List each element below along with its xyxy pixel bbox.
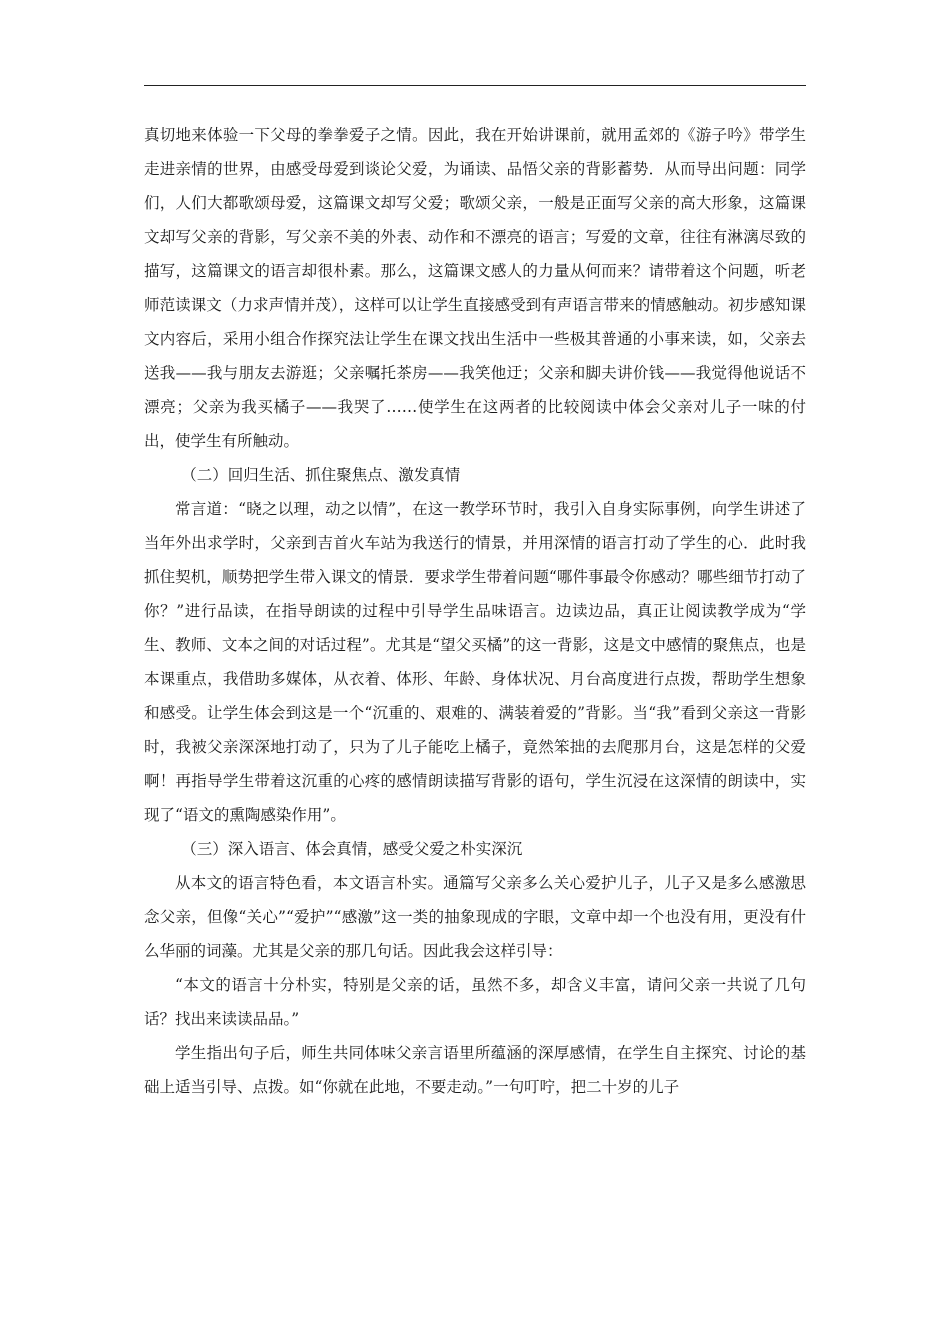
paragraph-quote: “本文的语言十分朴实，特别是父亲的话，虽然不多，却含义丰富，请问父亲一共说了几句话？找出来读读品品。” <box>144 976 806 1028</box>
paragraph-section-2: 常言道：“晓之以理，动之以情”，在这一教学环节时，我引入自身实际事例，向学生讲述了当年外出求学时，父亲到吉首火车站为我送行的情景，并用深情的语言打动了学生的心．此时我抓住契机，顺势把学生带入课文的情景．要求学生带着问题“哪件事最令你感动？哪些细节打动了你？”进行品读，在指导朗读的过程中引导学生品味语言。边读边品，真正让阅读教学成为“学生、教师、文本之间的对话过程”。尤其是“望父买橘”的这一背影，这是文中感情的聚焦点，也是本课重点，我借助多媒体，从衣着、体形、年龄、身体状况、月台高度进行点拨，帮助学生想象和感受。让学生体会到这是一个“沉重的、艰难的、满装着爱的”背影。当“我”看到父亲这一背影时，我被父亲深深地打动了，只为了儿子能吃上橘子，竟然笨拙的去爬那月台，这是怎样的父爱啊！再指导学生带着这沉重的心疼的感情朗读描写背影的语句，学生沉浸在这深情的朗读中，实现了“语文的熏陶感染作用”。 <box>144 500 806 824</box>
section-heading-2: （二）回归生活、抓住聚焦点、激发真情 <box>181 466 461 484</box>
document-body <box>144 118 806 1104</box>
section-heading-3: （三）深入语言、体会真情，感受父爱之朴实深沉 <box>181 840 523 858</box>
paragraph-section-3: 从本文的语言特色看，本文语言朴实。通篇写父亲多么关心爱护儿子，儿子又是多么感激思念父亲，但像“关心”“爱护”“感激”这一类的抽象现成的字眼，文章中却一个也没有用，更没有什么华丽的词藻。尤其是父亲的那几句话。因此我会这样引导： <box>144 874 806 960</box>
paragraph-final: 学生指出句子后，师生共同体味父亲言语里所蕴涵的深厚感情，在学生自主探究、讨论的基础上适当引导、点拨。如“你就在此地，不要走动。”一句叮咛，把二十岁的儿子 <box>144 1044 806 1096</box>
paragraph-continued: 真切地来体验一下父母的拳拳爱子之情。因此，我在开始讲课前，就用孟郊的《游子吟》带学生走进亲情的世界，由感受母爱到谈论父爱，为诵读、品悟父亲的背影蓄势．从而导出问题：同学们，人们大都歌颂母爱，这篇课文却写父爱；歌颂父亲，一般是正面写父亲的高大形象，这篇课文却写父亲的背影，写父亲不美的外表、动作和不漂亮的语言；写爱的文章，往往有淋漓尽致的描写，这篇课文的语言却很朴素。那么，这篇课文感人的力量从何而来？请带着这个问题，听老师范读课文（力求声情并茂），这样可以让学生直接感受到有声语言带来的情感触动。初步感知课文内容后，采用小组合作探究法让学生在课文找出生活中一些极其普通的小事来读，如，父亲去送我——我与朋友去游逛；父亲嘱托茶房——我笑他迂；父亲和脚夫讲价钱——我觉得他说话不漂亮；父亲为我买橘子——我哭了……使学生在这两者的比较阅读中体会父亲对儿子一味的付出，使学生有所触动。 <box>144 126 806 450</box>
header-rule <box>144 85 806 86</box>
